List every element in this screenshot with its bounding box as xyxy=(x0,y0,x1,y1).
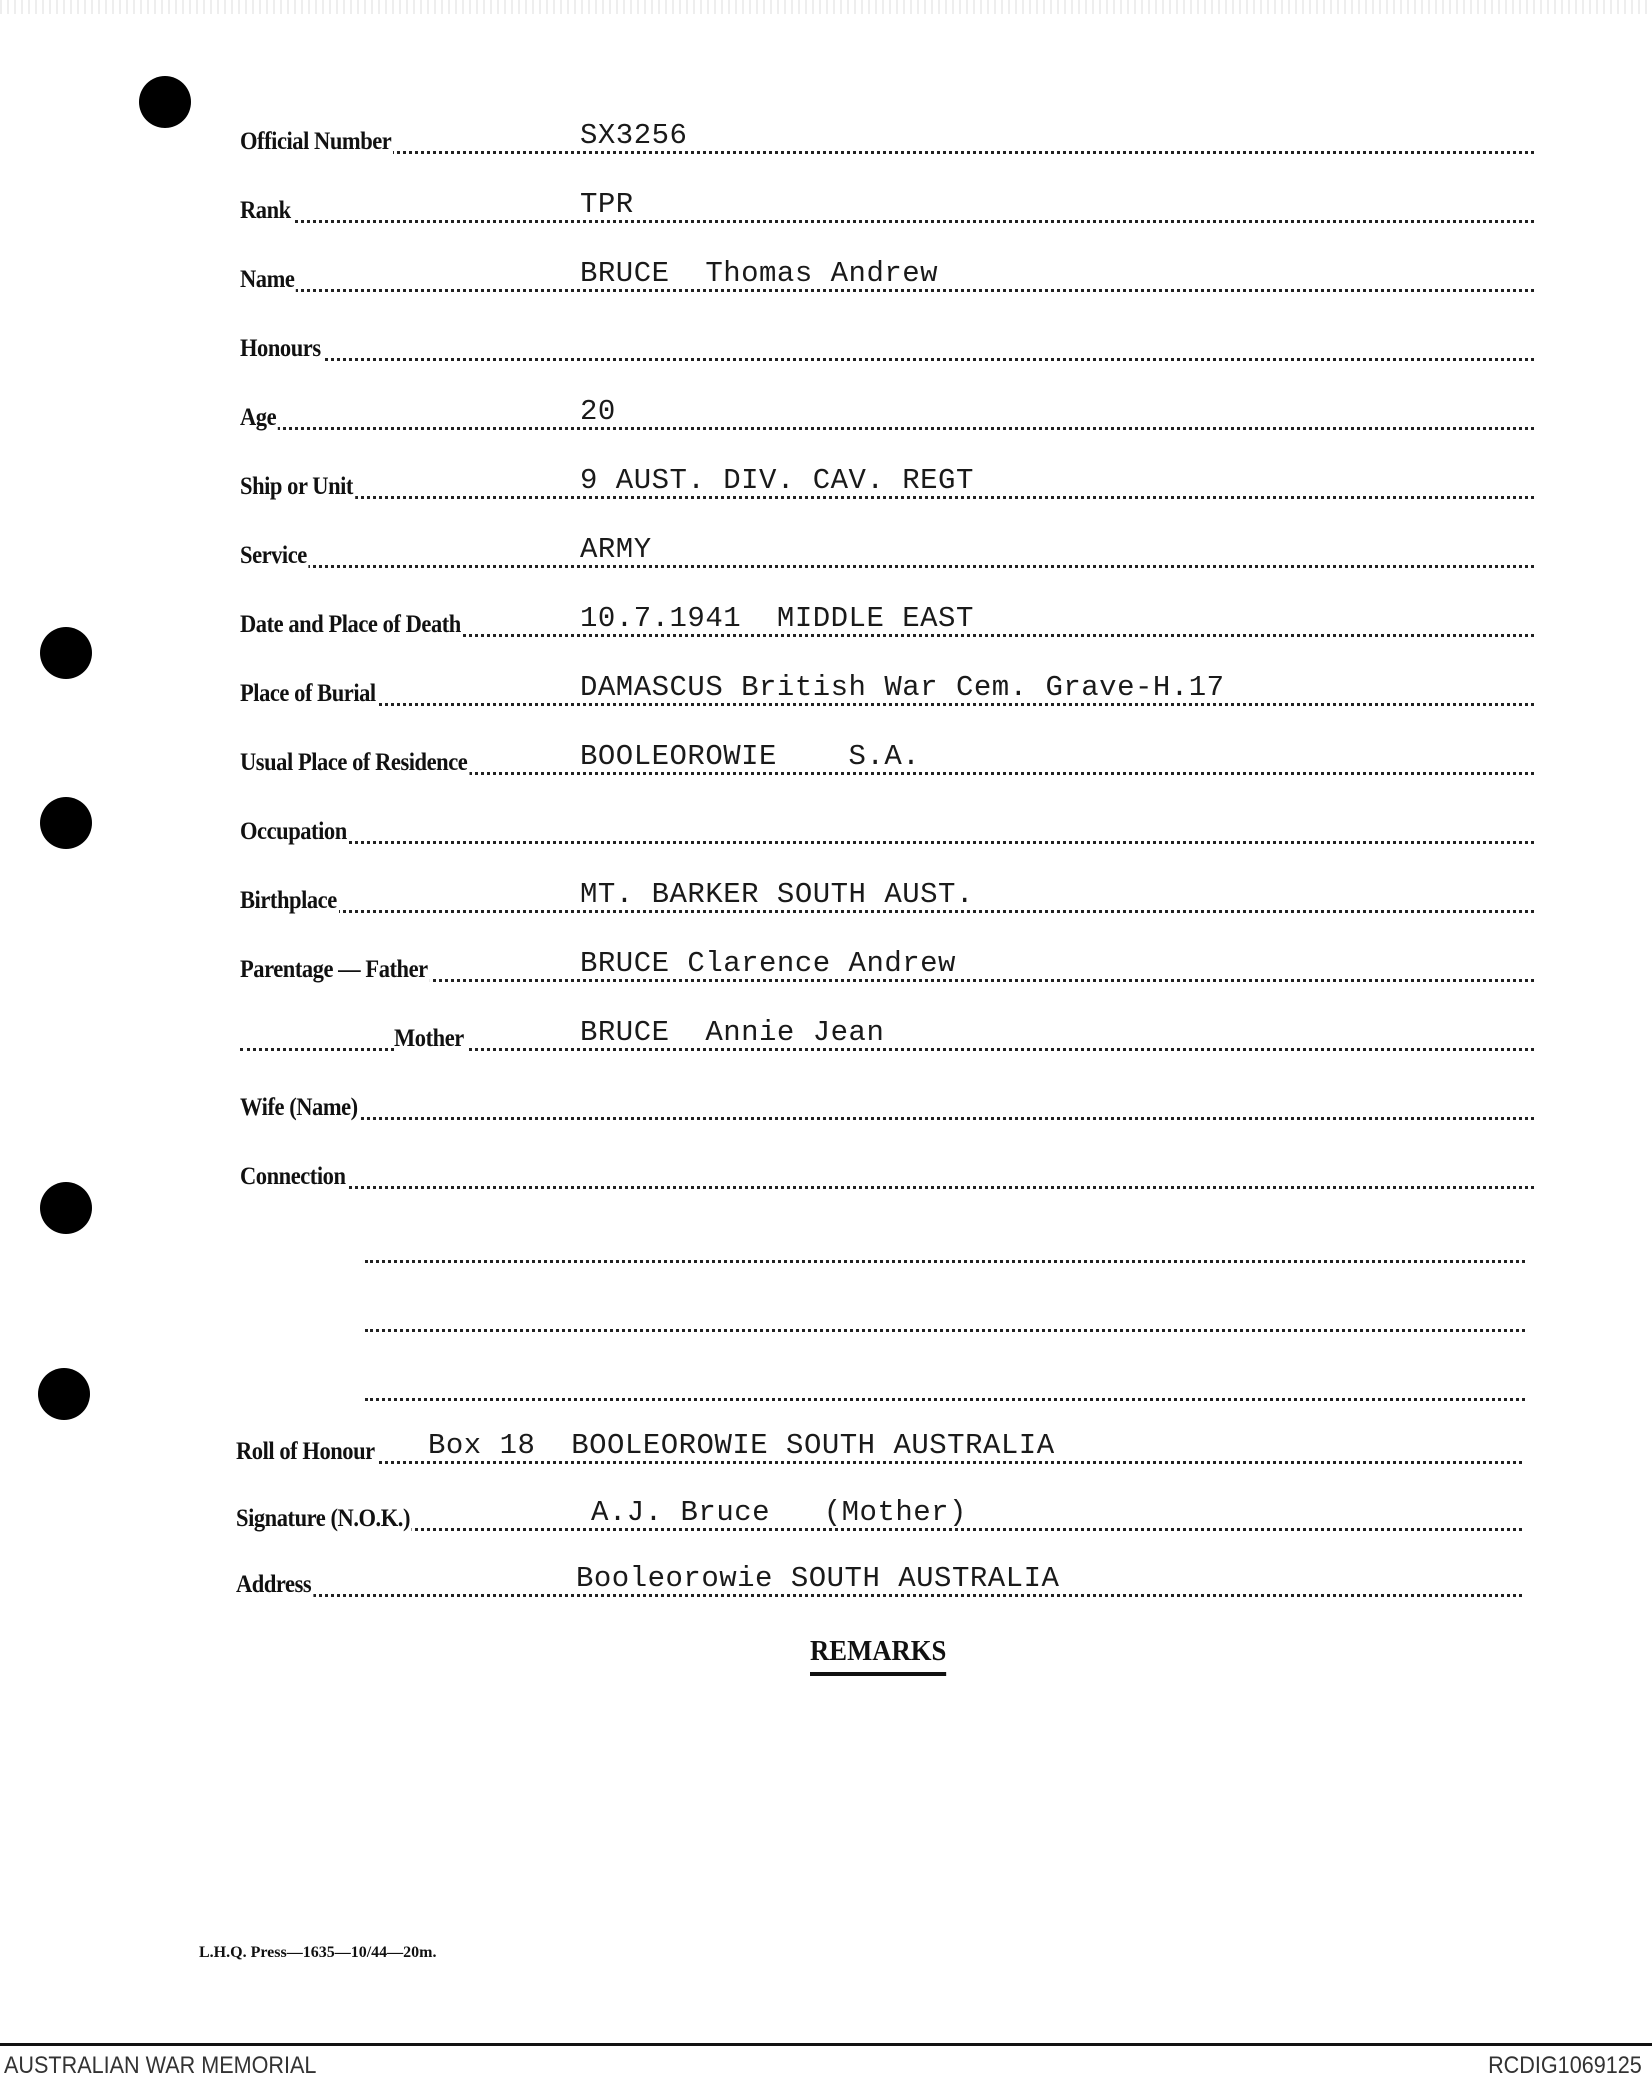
field-value: Box 18 BOOLEOROWIE SOUTH AUSTRALIA xyxy=(428,1429,1055,1462)
field-label: Roll of Honour xyxy=(236,1438,375,1465)
punch-hole xyxy=(40,797,92,849)
field-label: Wife (Name) xyxy=(240,1094,358,1121)
field-label: Name xyxy=(240,266,295,293)
remarks-heading: REMARKS xyxy=(810,1635,946,1676)
field-label: Ship or Unit xyxy=(240,473,353,500)
field-value: BRUCE Thomas Andrew xyxy=(580,257,939,290)
field-row xyxy=(240,672,1534,712)
field-value: 20 xyxy=(580,395,616,428)
press-note: L.H.Q. Press—1635—10/44—20m. xyxy=(199,1944,437,1961)
field-row xyxy=(240,189,1534,229)
field-row xyxy=(240,603,1534,643)
field-value: 9 AUST. DIV. CAV. REGT xyxy=(580,464,974,497)
field-value: A.J. Bruce (Mother) xyxy=(591,1496,967,1529)
field-row xyxy=(240,120,1534,160)
field-signature xyxy=(236,1497,1522,1537)
field-value: BRUCE Clarence Andrew xyxy=(580,947,956,980)
field-value: Booleorowie SOUTH AUSTRALIA xyxy=(576,1562,1060,1595)
scan-noise xyxy=(0,0,1652,14)
field-label: Date and Place of Death xyxy=(240,611,461,638)
field-row xyxy=(240,741,1534,781)
field-value: 10.7.1941 MIDDLE EAST xyxy=(580,602,974,635)
field-label: Honours xyxy=(240,335,321,362)
field-row xyxy=(240,1017,1534,1057)
punch-hole xyxy=(40,627,92,679)
field-label: Mother xyxy=(394,1025,464,1052)
field-label: Place of Burial xyxy=(240,680,376,707)
field-row xyxy=(240,534,1534,574)
field-row xyxy=(240,948,1534,988)
field-row xyxy=(240,465,1534,505)
footer-record-id: RCDIG1069125 xyxy=(1488,2052,1642,2079)
footer-institution: AUSTRALIAN WAR MEMORIAL xyxy=(4,2052,317,2079)
punch-hole xyxy=(139,76,191,128)
footer-divider xyxy=(0,2043,1652,2046)
field-label: Service xyxy=(240,542,307,569)
field-roll-of-honour xyxy=(236,1430,1522,1470)
field-label: Signature (N.O.K.) xyxy=(236,1505,410,1532)
field-label: Official Number xyxy=(240,128,392,155)
punch-hole xyxy=(40,1182,92,1234)
field-label: Occupation xyxy=(240,818,347,845)
field-value: ARMY xyxy=(580,533,652,566)
field-value: BRUCE Annie Jean xyxy=(580,1016,885,1049)
field-row xyxy=(240,810,1534,850)
field-row xyxy=(240,1155,1534,1195)
field-row xyxy=(240,327,1534,367)
connection-line-4 xyxy=(365,1367,1525,1407)
field-label: Address xyxy=(236,1571,312,1598)
field-value: MT. BARKER SOUTH AUST. xyxy=(580,878,974,911)
field-value: BOOLEOROWIE S.A. xyxy=(580,740,921,773)
field-value: DAMASCUS British War Cem. Grave-H.17 xyxy=(580,671,1225,704)
connection-line-3 xyxy=(365,1298,1525,1338)
field-label: Parentage — Father xyxy=(240,956,428,983)
field-value: SX3256 xyxy=(580,119,688,152)
field-row xyxy=(240,1086,1534,1126)
field-label: Birthplace xyxy=(240,887,337,914)
field-row xyxy=(240,258,1534,298)
punch-hole xyxy=(38,1368,90,1420)
field-value: TPR xyxy=(580,188,634,221)
field-row xyxy=(240,879,1534,919)
field-label: Connection xyxy=(240,1163,346,1190)
field-label: Rank xyxy=(240,197,291,224)
field-label: Age xyxy=(240,404,277,431)
field-row xyxy=(240,396,1534,436)
field-address xyxy=(236,1563,1522,1603)
connection-line-2 xyxy=(365,1229,1525,1269)
field-label: Usual Place of Residence xyxy=(240,749,468,776)
